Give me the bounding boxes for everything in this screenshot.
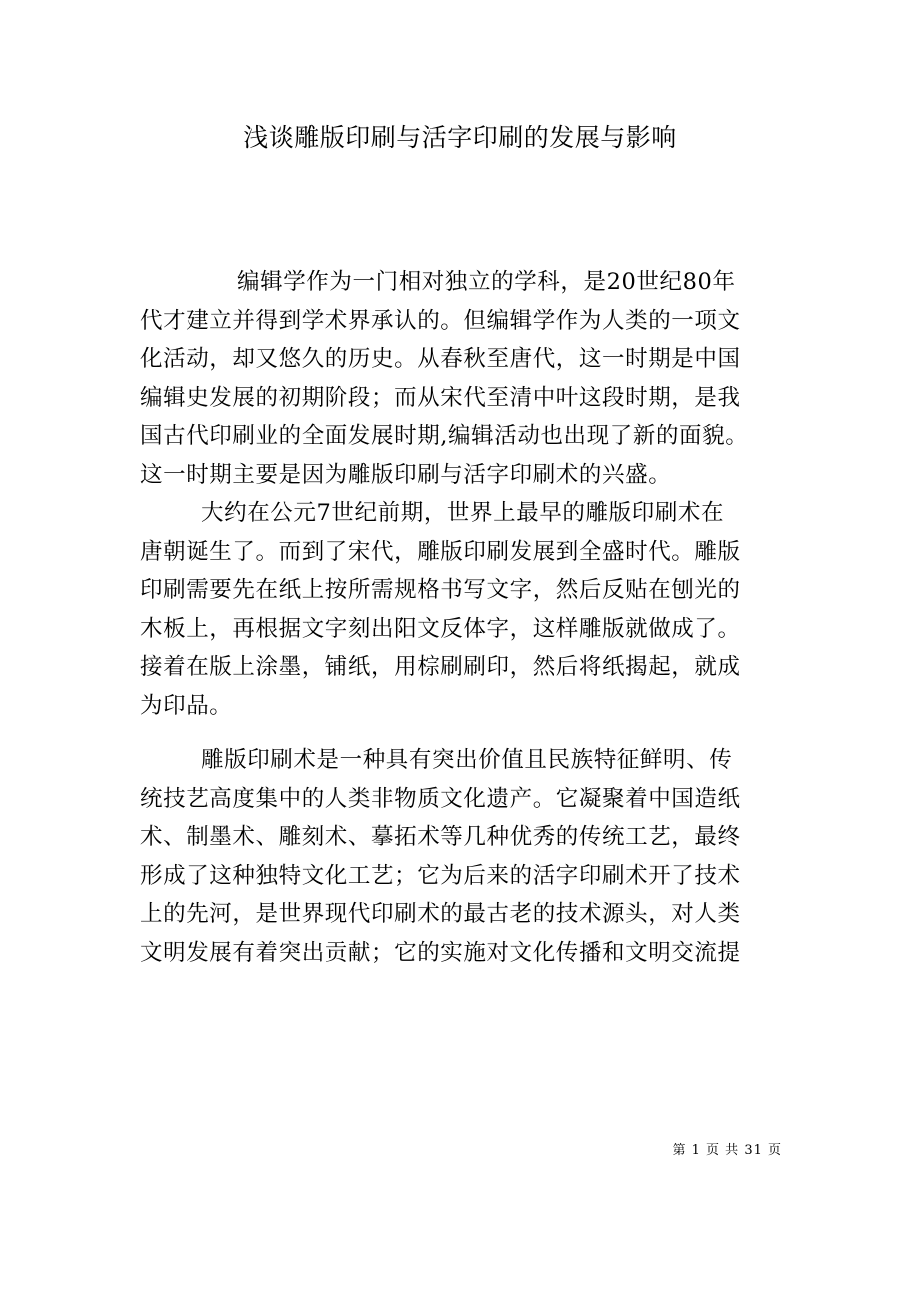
text-line: 大约在公元7世纪前期，世界上最早的雕版印刷术在: [201, 500, 725, 526]
text-line: 文明发展有着突出贡献；它的实施对文化传播和文明交流提: [140, 939, 741, 966]
text-line: 国古代印刷业的全面发展时期,编辑活动也出现了新的面貌。: [140, 423, 749, 449]
document-body: [140, 263, 782, 972]
text-line: 雕版印刷术是一种具有突出价值且民族特征鲜明、传: [201, 747, 733, 773]
text-line: 统技艺高度集中的人类非物质文化遗产。它凝聚着中国造纸: [140, 785, 741, 812]
paragraph: [140, 263, 782, 494]
document-title: 浅谈雕版印刷与活字印刷的发展与影响: [243, 123, 677, 152]
text-line: 形成了这种独特文化工艺；它为后来的活字印刷术开了技术: [140, 862, 741, 889]
page-number-footer: 第 1 页 共 31 页: [672, 1143, 782, 1158]
text-line: 编辑学作为一门相对独立的学科，是20世纪80年: [237, 269, 736, 295]
text-line: 化活动，却又悠久的历史。从春秋至唐代，这一时期是中国: [140, 346, 741, 372]
text-line: 编辑史发展的初期阶段；而从宋代至清中叶这段时期，是我: [140, 384, 741, 411]
text-line: 接着在版上涂墨，铺纸，用棕刷刷印，然后将纸揭起，就成: [140, 654, 741, 680]
paragraph: [140, 494, 782, 725]
text-line: 为印品。: [140, 692, 233, 719]
paragraph: [140, 741, 782, 972]
text-line: 木板上，再根据文字刻出阳文反体字，这样雕版就做成了。: [140, 615, 741, 642]
text-line: 上的先河，是世界现代印刷术的最古老的技术源头，对人类: [140, 901, 741, 927]
text-line: 代才建立并得到学术界承认的。但编辑学作为人类的一项文: [140, 307, 741, 334]
text-line: 印刷需要先在纸上按所需规格书写文字，然后反贴在刨光的: [140, 577, 741, 603]
text-line: 这一时期主要是因为雕版印刷与活字印刷术的兴盛。: [140, 461, 672, 488]
text-line: 术、制墨术、雕刻术、摹拓术等几种优秀的传统工艺，最终: [140, 824, 741, 850]
text-line: 唐朝诞生了。而到了宋代，雕版印刷发展到全盛时代。雕版: [140, 538, 741, 565]
